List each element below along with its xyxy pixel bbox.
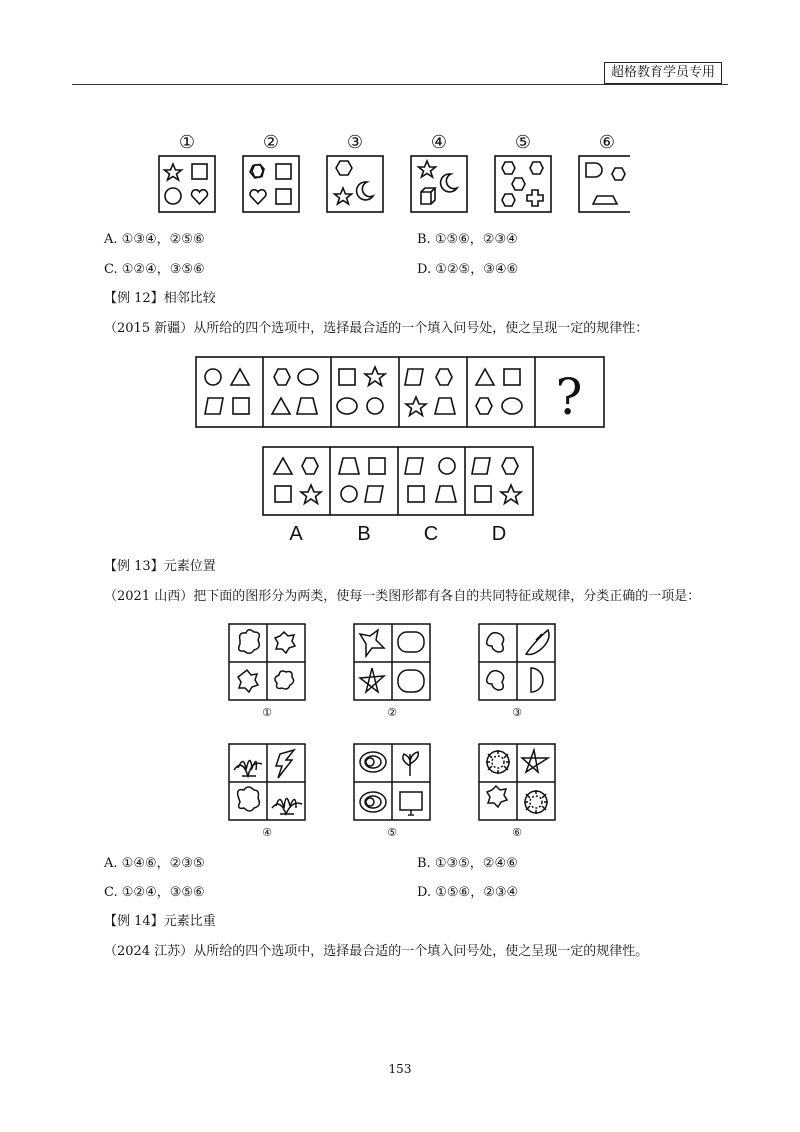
ex12-sequence-figure [195, 356, 605, 428]
ex13-label-2: ② [387, 706, 397, 719]
ex12-answers-svg [262, 446, 534, 546]
ex13-option-b[interactable]: B. ①③⑤，②④⑥ [417, 856, 518, 871]
ex12-question: （2015 新疆）从所给的四个选项中，选择最合适的一个填入问号处，使之呈现一定的规律性： [104, 321, 649, 336]
header-rule [72, 84, 728, 85]
ex13-label-3: ③ [512, 706, 522, 719]
ex13-figures [220, 620, 570, 850]
ex12-answer-label-b[interactable]: B [357, 523, 371, 545]
ex13-question: （2021 山西）把下面的图形分为两类，使每一类图形都有各自的共同特征或规律，分类正确的一项是： [104, 589, 701, 604]
q1-label-6: ⑥ [598, 132, 616, 153]
ex13-heading: 【例 13】元素位置 [104, 559, 216, 574]
q1-label-4: ④ [430, 132, 448, 153]
q1-option-c[interactable]: C. ①②④，③⑤⑥ [104, 262, 205, 277]
ex13-figures-svg [220, 620, 570, 850]
q1-label-2: ② [262, 132, 280, 153]
ex13-label-4: ④ [262, 826, 272, 839]
ex12-heading: 【例 12】相邻比较 [104, 291, 216, 306]
ex13-option-c[interactable]: C. ①②④，③⑤⑥ [104, 885, 205, 900]
q1-label-3: ③ [346, 132, 364, 153]
q1-figure-row [150, 128, 630, 218]
ex13-label-6: ⑥ [512, 826, 522, 839]
ex12-answer-label-c[interactable]: C [423, 523, 439, 545]
q1-label-5: ⑤ [514, 132, 532, 153]
q1-option-a[interactable]: A. ①③④，②⑤⑥ [104, 232, 205, 247]
q1-label-1: ① [178, 132, 196, 153]
header-badge: 超格教育学员专用 [604, 62, 722, 84]
ex13-label-1: ① [262, 706, 272, 719]
ex12-answer-label-a[interactable]: A [289, 523, 303, 545]
ex14-question: （2024 江苏）从所给的四个选项中，选择最合适的一个填入问号处，使之呈现一定的规律性。 [104, 944, 649, 959]
q1-figures-svg [150, 128, 630, 218]
q1-option-b[interactable]: B. ①⑤⑥，②③④ [417, 232, 518, 247]
q1-option-d[interactable]: D. ①②⑤，③④⑥ [417, 262, 519, 277]
ex14-heading: 【例 14】元素比重 [104, 914, 216, 929]
ex13-option-d[interactable]: D. ①⑤⑥，②③④ [417, 885, 519, 900]
ex12-sequence-svg [195, 356, 605, 428]
ex12-answer-label-d[interactable]: D [491, 523, 507, 545]
ex13-option-a[interactable]: A. ①④⑥，②③⑤ [104, 856, 205, 871]
ex12-question-mark: ? [555, 368, 583, 426]
ex13-label-5: ⑤ [387, 826, 397, 839]
ex12-answer-figure [262, 446, 534, 546]
page-number: 153 [388, 1062, 412, 1076]
